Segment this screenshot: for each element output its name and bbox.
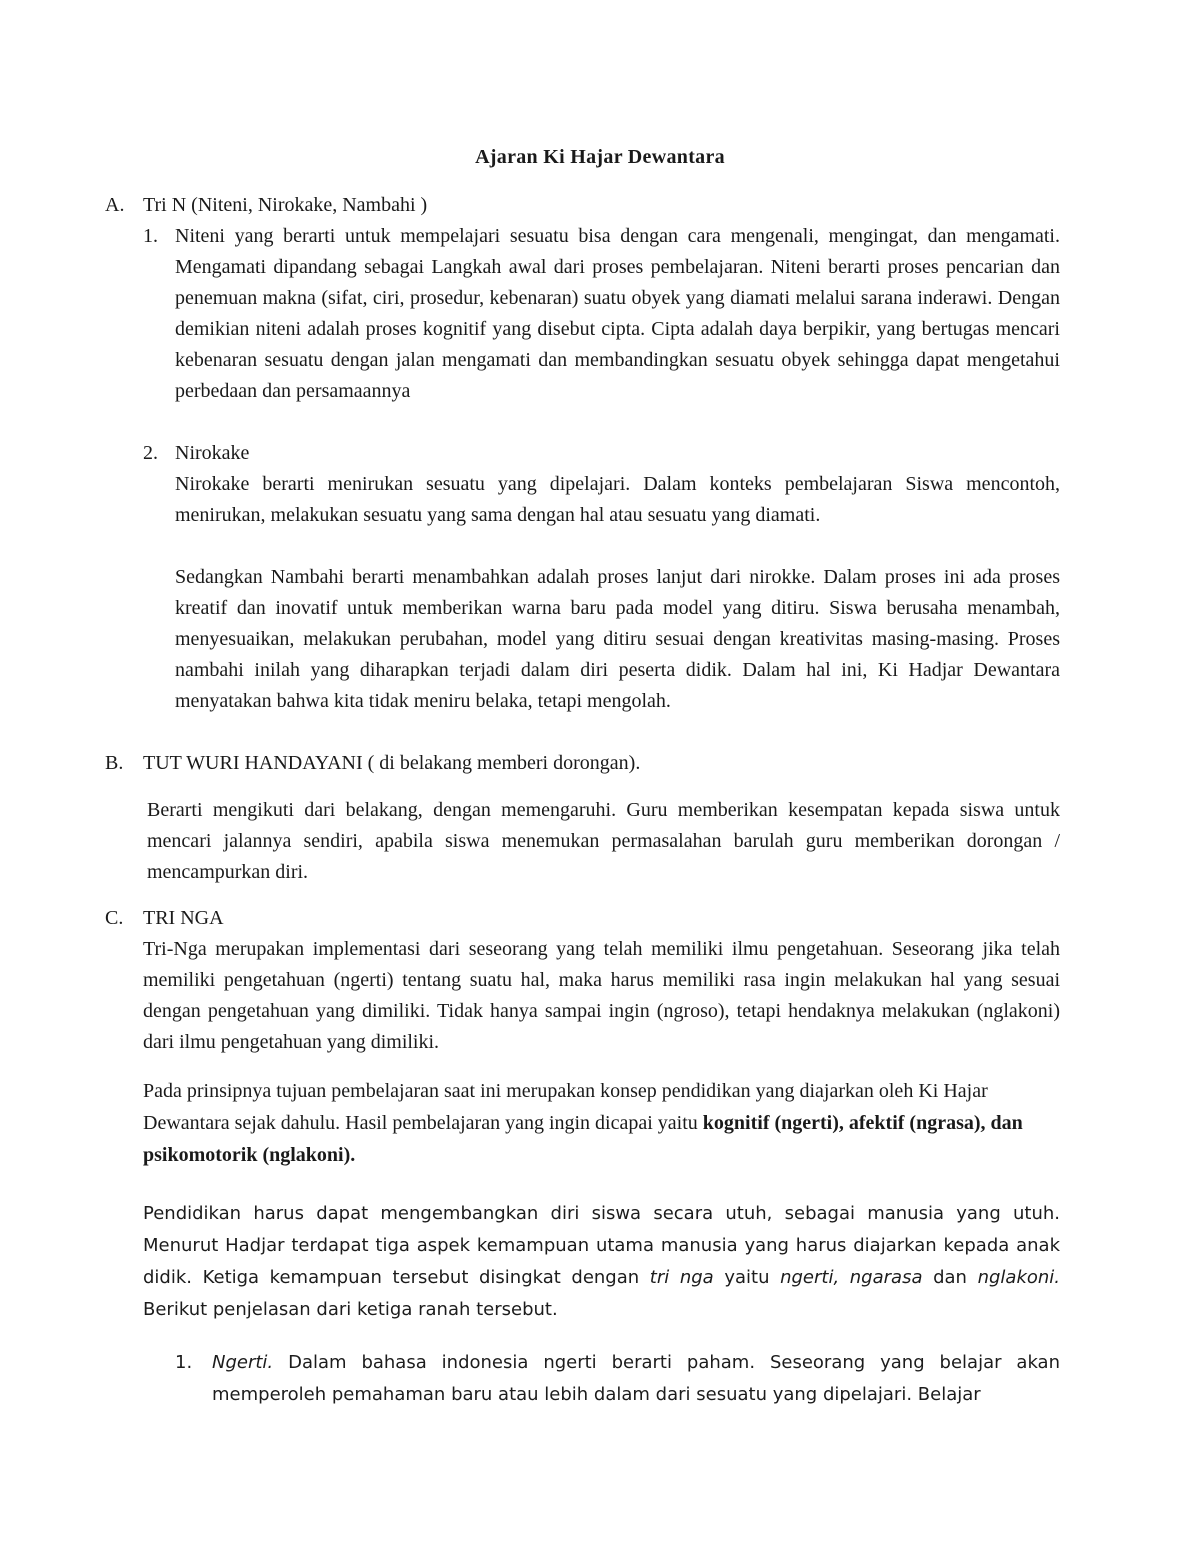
tut-wuri-paragraph: Berarti mengikuti dari belakang, dengan memengaruhi. Guru memberikan kesempatan kepada siswa untuk mencari jalannya sendiri, apabila siswa menemukan permasalahan barulah guru memberikan dorongan / mencampurkan diri. [147,799,1060,883]
ngerti-text: Dalam bahasa indonesia ngerti berarti paham. Seseorang yang belajar akan memperoleh pemahaman baru atau lebih dalam dari sesuatu yang dipelajari. Belajar [212,1352,1060,1405]
document-title: Ajaran Ki Hajar Dewantara [475,146,725,168]
section-b-heading: TUT WURI HANDAYANI ( di belakang memberi dorongan). [143,752,641,774]
term-nglakoni: nglakoni. [977,1267,1061,1288]
section-b-label: B. [105,752,124,774]
term-ngerti: Ngerti. [212,1352,274,1373]
education-item1-number: 1. [175,1352,193,1373]
nirokake-heading: Nirokake [175,442,250,464]
section-a-heading: Tri N (Niteni, Nirokake, Nambahi ) [143,194,428,216]
section-a-item1-number: 1. [143,225,158,247]
term-ngerti-ngarasa: ngerti, ngarasa [780,1267,923,1288]
text-yaitu: yaitu [724,1267,770,1288]
section-c-label: C. [105,907,124,929]
principle-text: Pada prinsipnya tujuan pembelajaran saat ini merupakan konsep pendidikan yang diajarkan oleh Ki Hajar Dewantara sejak dahulu. Hasil pembelajaran yang ingin dicapai yaitu [143,1080,988,1134]
nambahi-paragraph: Sedangkan Nambahi berarti menambahkan adalah proses lanjut dari nirokke. Dalam proses ini ada proses kreatif dan inovatif untuk memberikan warna baru pada model yang ditiru. Siswa berusaha menambah, menyesuaikan, melakukan perubahan, model yang ditiru sesuai dengan kreativitas masing-masing. Proses nambahi inilah yang diharapkan terjadi dalam diri peserta didik. Dalam hal ini, Ki Hadjar Dewantara menyatakan bahwa kita tidak meniru belaka, tetapi mengolah. [175,566,1060,712]
education-text-2: Berikut penjelasan dari ketiga ranah tersebut. [143,1299,558,1320]
section-c-heading: TRI NGA [143,907,224,929]
niteni-paragraph: Niteni yang berarti untuk mempelajari sesuatu bisa dengan cara mengenali, mengingat, dan mengamati. Mengamati dipandang sebagai Langkah awal dari proses pembelajaran. Niteni berarti proses pencarian dan penemuan makna (sifat, ciri, prosedur, kebenaran) suatu obyek yang diamati melalui sarana inderawi. Dengan demikian niteni adalah proses kognitif yang disebut cipta. Cipta adalah daya berpikir, yang bertugas mencari kebenaran sesuatu dengan jalan mengamati dan membandingkan sesuatu obyek sehingga dapat mengetahui perbedaan dan persamaannya [175,225,1060,402]
nirokake-paragraph: Nirokake berarti menirukan sesuatu yang dipelajari. Dalam konteks pembelajaran Siswa mencontoh, menirukan, melakukan sesuatu yang sama dengan hal atau sesuatu yang diamati. [175,473,1060,526]
text-dan: dan [933,1267,967,1288]
section-a-item2-number: 2. [143,442,158,464]
education-text: Pendidikan harus dapat mengembangkan diri siswa secara utuh, sebagai manusia yang utuh. Menurut Hadjar terdapat tiga aspek kemampuan utama manusia yang harus diajarkan kepada anak didik. Ketiga kemampuan tersebut disingkat dengan [143,1203,1060,1288]
term-tri-nga: tri nga [649,1267,714,1288]
ngerti-paragraph [212,1347,1060,1411]
tri-nga-paragraph: Tri-Nga merupakan implementasi dari seseorang yang telah memiliki ilmu pengetahuan. Seseorang jika telah memiliki pengetahuan (ngerti) tentang suatu hal, maka harus memiliki rasa ingin melakukan hal yang sesuai dengan pengetahuan yang dimiliki. Tidak hanya sampai ingin (ngroso), tetapi hendaknya melakukan (nglakoni) dari ilmu pengetahuan yang dimiliki. [143,938,1060,1053]
education-paragraph [143,1198,1060,1326]
principle-bold-terms: kognitif (ngerti), afektif (ngrasa), dan psikomotorik (nglakoni). [143,1112,1023,1166]
section-a-label: A. [105,194,125,216]
principle-paragraph [143,1075,1060,1171]
